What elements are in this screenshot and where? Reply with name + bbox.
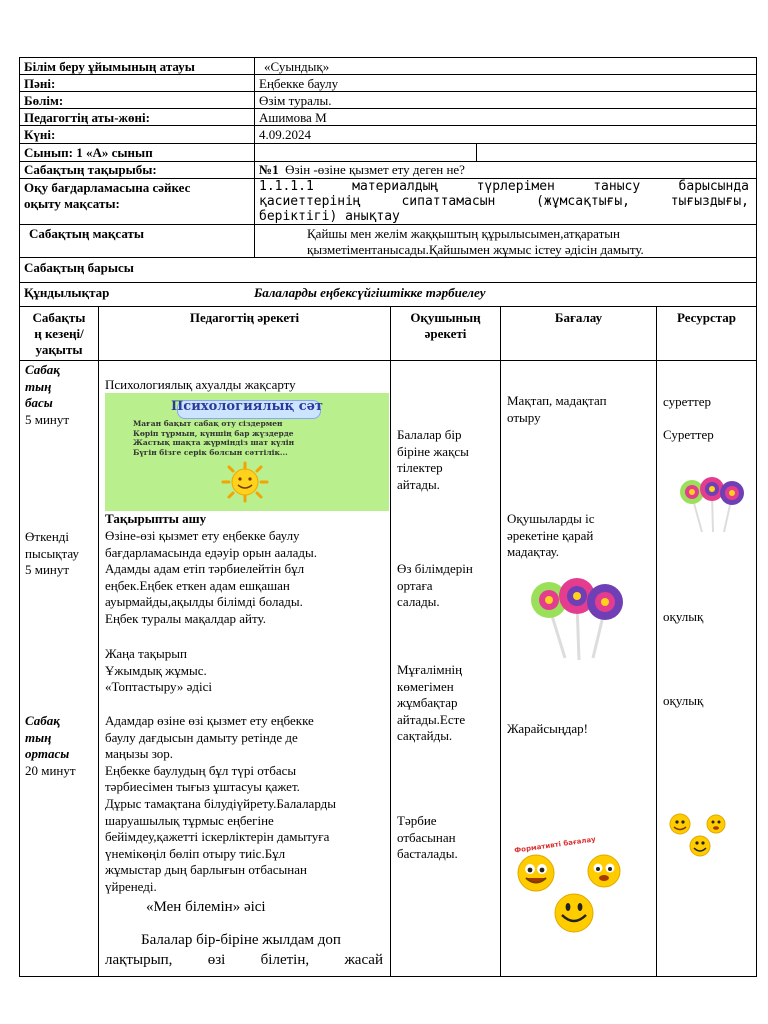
stage-start-line: тың (25, 378, 52, 394)
stage-review-time: 5 минут (25, 562, 70, 577)
teacher-paragraph-1 (105, 528, 317, 628)
student-activity-line: сақтайды. (397, 728, 453, 744)
teacher-paragraph-line: үйренеді. (105, 878, 157, 894)
teacher-paragraph-line: Ұжымдық жұмыс. (105, 662, 207, 678)
assessment-line: Оқушыларды іс (507, 511, 595, 526)
teacher-paragraph-line: Өзіне-өзі қызмет ету еңбекке баулу (105, 528, 300, 543)
stage-middle-line: Сабақ (25, 713, 60, 728)
banner-poem-line: Бүгін бізге серік болсын сәттілік... (133, 447, 288, 457)
psych-title: Психологиялық ахуалды жақсарту (105, 377, 296, 392)
topic-open-heading: Тақырыпты ашу (105, 511, 207, 526)
objective-label-line: Оқу бағдарламасына сәйкес (24, 180, 191, 195)
resource-2: Суреттер (663, 427, 714, 442)
stage-start-line: Сабақ (25, 362, 60, 377)
assessment-1 (507, 393, 607, 426)
subject-value: Еңбекке баулу (259, 76, 339, 91)
resource-4: оқулық (663, 693, 704, 708)
method-text (105, 930, 383, 970)
section-label: Бөлім: (24, 93, 64, 108)
class-label: Сынып: 1 «А» сынып (24, 145, 153, 160)
values-value: Балаларды еңбексүйгіштікке тәрбиелеу (254, 285, 486, 300)
resources-column-header: Ресурстар (676, 310, 737, 325)
smiley-banner-text: Формативті бағалау (513, 835, 597, 855)
values-label: Құндылықтар (24, 285, 110, 300)
student-header-line: Оқушының (410, 310, 481, 325)
formative-assessment-smileys (512, 835, 636, 935)
student-activity-line: Мұғалімнің (397, 662, 463, 677)
assessment-line: әрекетіне қарай (507, 527, 594, 543)
teacher-label: Педагогтің аты-жөні: (24, 110, 150, 125)
assessment-praise: Жарайсыңдар! (507, 721, 588, 736)
teacher-paragraph-line: Адамдар өзіне өзі қызмет ету еңбекке (105, 713, 314, 728)
topic-value (259, 162, 465, 178)
teacher-paragraph-line: Дұрыс тамақтана білудіүйрету.Балаларды (105, 795, 337, 811)
teacher-paragraph-line: баулу дағдысын дамыту ретінде де (105, 729, 298, 745)
stage-header-line: ң кезеңі/ (34, 326, 84, 341)
smiley-icon (512, 851, 636, 935)
objective-text (259, 179, 749, 224)
student-activity-4 (397, 813, 458, 863)
teacher-paragraph-3 (105, 713, 336, 896)
stage-review-line: пысықтау (25, 545, 79, 561)
teacher-paragraph-line: шаруашылық тұрмыс еңбегіне (105, 812, 274, 828)
section-value: Өзім туралы. (259, 93, 332, 108)
method-line: Балалар бір-біріне жылдам доп (141, 932, 341, 948)
objective-line: беріктігі) анықтау (259, 209, 400, 224)
smiley-icon (666, 808, 734, 858)
assessment-line: Мақтап, мадақтап (507, 393, 607, 408)
teacher-paragraph-line: бейімдеу,қажетті іскерліктерін дамытуға (105, 829, 330, 845)
teacher-paragraph-line: үнемікөңіл бөліп отыру тиіс.Бұл (105, 845, 286, 861)
stage-review (25, 529, 79, 579)
goal-line: Қайшы мен желім жаққыштың құрылысымен,атқаратын (307, 226, 620, 241)
teacher-paragraph-line: бағдарламасында едәуір орын аалады. (105, 544, 317, 560)
objective-line: қасиеттерінің сипаттамасын (жұмсақтығы, тығыздығы, (259, 194, 749, 209)
progress-label: Сабақтың барысы (24, 260, 134, 275)
teacher-paragraph-line: Еңбекке баулудың бұл түрі отбасы (105, 762, 297, 778)
topic-title: Өзін -өзіне қызмет ету деген не? (285, 162, 465, 177)
student-activity-line: Тәрбие (397, 813, 437, 828)
banner-poem (133, 419, 294, 457)
assessment-line: мадақтау. (507, 544, 560, 560)
teacher-paragraph-line: Адамды адам етіп тәрбиелейтін бұл (105, 561, 305, 577)
student-activity-line: Балалар бір (397, 427, 462, 442)
stage-review-line: Өткенді (25, 529, 70, 544)
student-activity-line: басталады. (397, 846, 458, 862)
stage-middle-line: ортасы (25, 746, 70, 761)
student-activity-line: ортаға (397, 577, 433, 593)
assessment-2 (507, 511, 595, 561)
banner-poem-line: Жастық шақта жүрміндіз шат күлін (133, 438, 295, 447)
teacher-paragraph-line: Еңбек туралы мақалдар айту. (105, 610, 266, 626)
stage-start-line: басы (25, 395, 53, 410)
resource-1: суреттер (663, 394, 712, 409)
sun-icon (217, 459, 273, 505)
student-activity-1 (397, 427, 469, 493)
student-activity-line: салады. (397, 594, 440, 610)
stage-header-line: уақыты (35, 342, 83, 357)
method-line: лақтырып, өзі білетін, жасай (105, 952, 383, 968)
goal-line: қызметіментанысады.Қайшымен жұмыс істеу әдісін дамыту. (307, 242, 644, 257)
student-activity-line: біріне жақсы (397, 443, 469, 459)
stage-header-line: Сабақты (32, 310, 86, 325)
teacher-paragraph-line: ауырмайды,ақылды білімді болады. (105, 594, 303, 610)
org-label: Білім беру ұйымының атауы (24, 59, 195, 74)
resource-3: оқулық (663, 609, 704, 624)
student-header-line: әрекеті (424, 326, 467, 341)
teacher-paragraph-line: тәрбиесімен тығыз ұштасуы қажет. (105, 779, 300, 795)
objective-label (24, 180, 190, 212)
teacher-paragraph-2 (105, 646, 212, 696)
teacher-paragraph-line: жұмыстар дың барлығын отбасынан (105, 862, 307, 878)
student-activity-line: айтады.Есте (397, 711, 466, 727)
teacher-column-header: Педагогтің әрекеті (189, 310, 300, 325)
date-label: Күні: (24, 127, 56, 142)
goal-text (307, 226, 644, 258)
org-value: «Суындық» (264, 59, 330, 74)
stage-start-time: 5 минут (25, 411, 70, 427)
student-activity-2 (397, 561, 473, 611)
stage-middle-time: 20 минут (25, 762, 76, 778)
banner-poem-line: Маған бақыт сабақ оту сіздермен (133, 419, 283, 428)
lollipops-icon (527, 578, 627, 662)
objective-line: 1.1.1.1 материалдың түрлерімен танысу барысында (259, 179, 749, 194)
stage-middle (25, 713, 76, 779)
teacher-paragraph-line: маңызы зор. (105, 746, 174, 762)
stage-column-header (20, 310, 98, 358)
student-activity-line: Өз білімдерін (397, 561, 473, 576)
banner-title: Психологиялық сәт (171, 399, 323, 414)
student-activity-line: отбасынан (397, 829, 456, 845)
assessment-line: отыру (507, 409, 541, 425)
psychological-moment-banner (105, 393, 389, 511)
teacher-paragraph-line: еңбек.Еңбек еткен адам ешқашан (105, 577, 290, 593)
banner-poem-line: Көріп тұрмын, күншің бар жүздерде (133, 428, 294, 438)
student-activity-3 (397, 662, 465, 745)
stage-start (25, 362, 69, 428)
teacher-paragraph-line: Жаңа тақырып (105, 646, 187, 661)
objective-label-line: оқыту мақсаты: (24, 196, 120, 211)
student-activity-line: көмегімен (397, 678, 454, 694)
subject-label: Пәні: (24, 76, 56, 91)
student-activity-line: айтады. (397, 476, 440, 492)
lollipops-icon (676, 476, 748, 534)
student-activity-line: тілектер (397, 460, 443, 476)
method-title: «Мен білемін» әісі (146, 899, 266, 915)
student-activity-line: жұмбақтар (397, 695, 458, 711)
assessment-column-header: Бағалау (554, 310, 603, 325)
stage-middle-line: тың (25, 729, 52, 745)
student-column-header (391, 310, 500, 342)
date-value: 4.09.2024 (259, 127, 311, 142)
teacher-value: Ашимова М (259, 110, 327, 125)
teacher-paragraph-line: «Топтастыру» әдісі (105, 679, 212, 695)
goal-label: Сабақтың мақсаты (29, 226, 145, 241)
topic-number: №1 (259, 162, 279, 177)
topic-label: Сабақтың тақырыбы: (24, 162, 157, 177)
